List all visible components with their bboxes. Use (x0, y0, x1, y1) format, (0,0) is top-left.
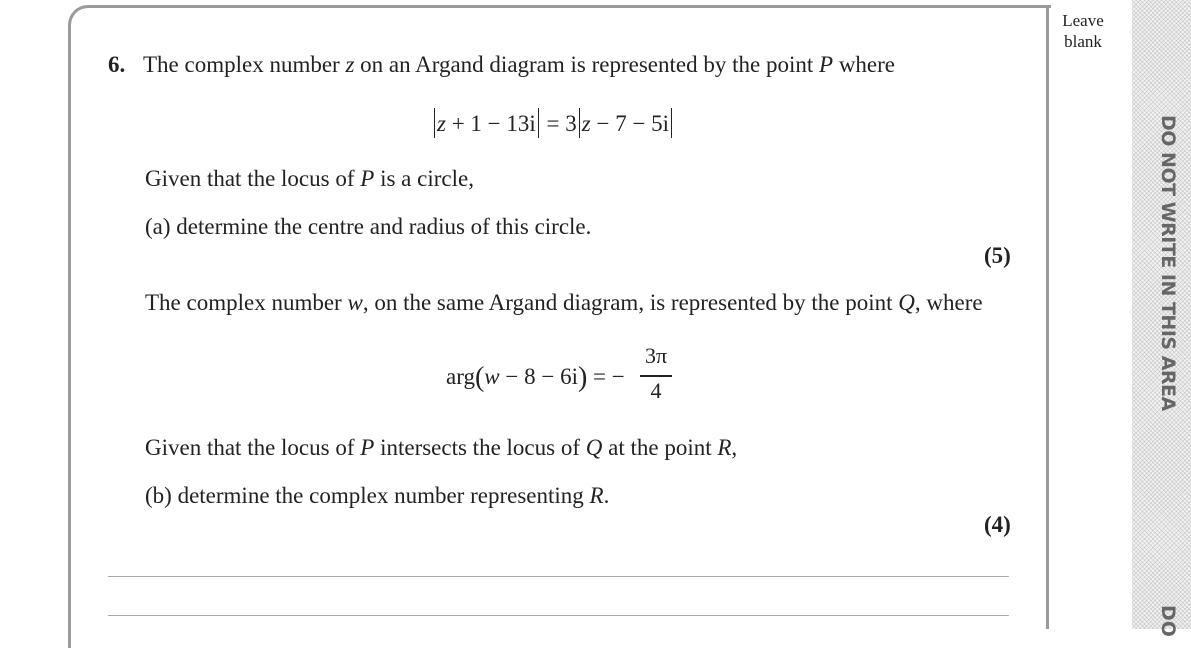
margin-divider (1046, 5, 1049, 629)
fraction-denominator: 4 (650, 378, 662, 403)
marks-a: (5) (984, 243, 1011, 268)
page-frame (68, 5, 1051, 648)
leave-blank-label: Leave blank (1062, 11, 1104, 51)
answer-line (108, 615, 1009, 616)
do-not-write-text: DO NOT WRITE IN THIS AREA (1157, 115, 1179, 411)
answer-line (108, 576, 1009, 577)
argument-equation: arg(w − 8 − 6i) = − (446, 362, 625, 393)
given-intersect-text: Given that the locus of P intersects the locus of Q at the point R, (145, 435, 738, 460)
fraction-bar (640, 375, 672, 377)
marks-b: (4) (984, 512, 1011, 537)
fraction-numerator: 3π (644, 343, 668, 368)
question-number: 6. (108, 52, 126, 77)
part-a-text: (a) determine the centre and radius of this circle. (145, 214, 592, 239)
w-intro-text: The complex number w, on the same Argand diagram, is represented by the point Q, where (145, 290, 983, 315)
do-not-write-text-cut: DO (1157, 605, 1179, 637)
question-intro: 6. The complex number z on an Argand diagram is represented by the point P where (108, 52, 895, 77)
given-circle-text: Given that the locus of P is a circle, (145, 166, 474, 191)
part-b-text: (b) determine the complex number representing R. (145, 483, 610, 508)
modulus-equation: z + 1 − 13i = 3 z − 7 − 5i (432, 108, 674, 138)
